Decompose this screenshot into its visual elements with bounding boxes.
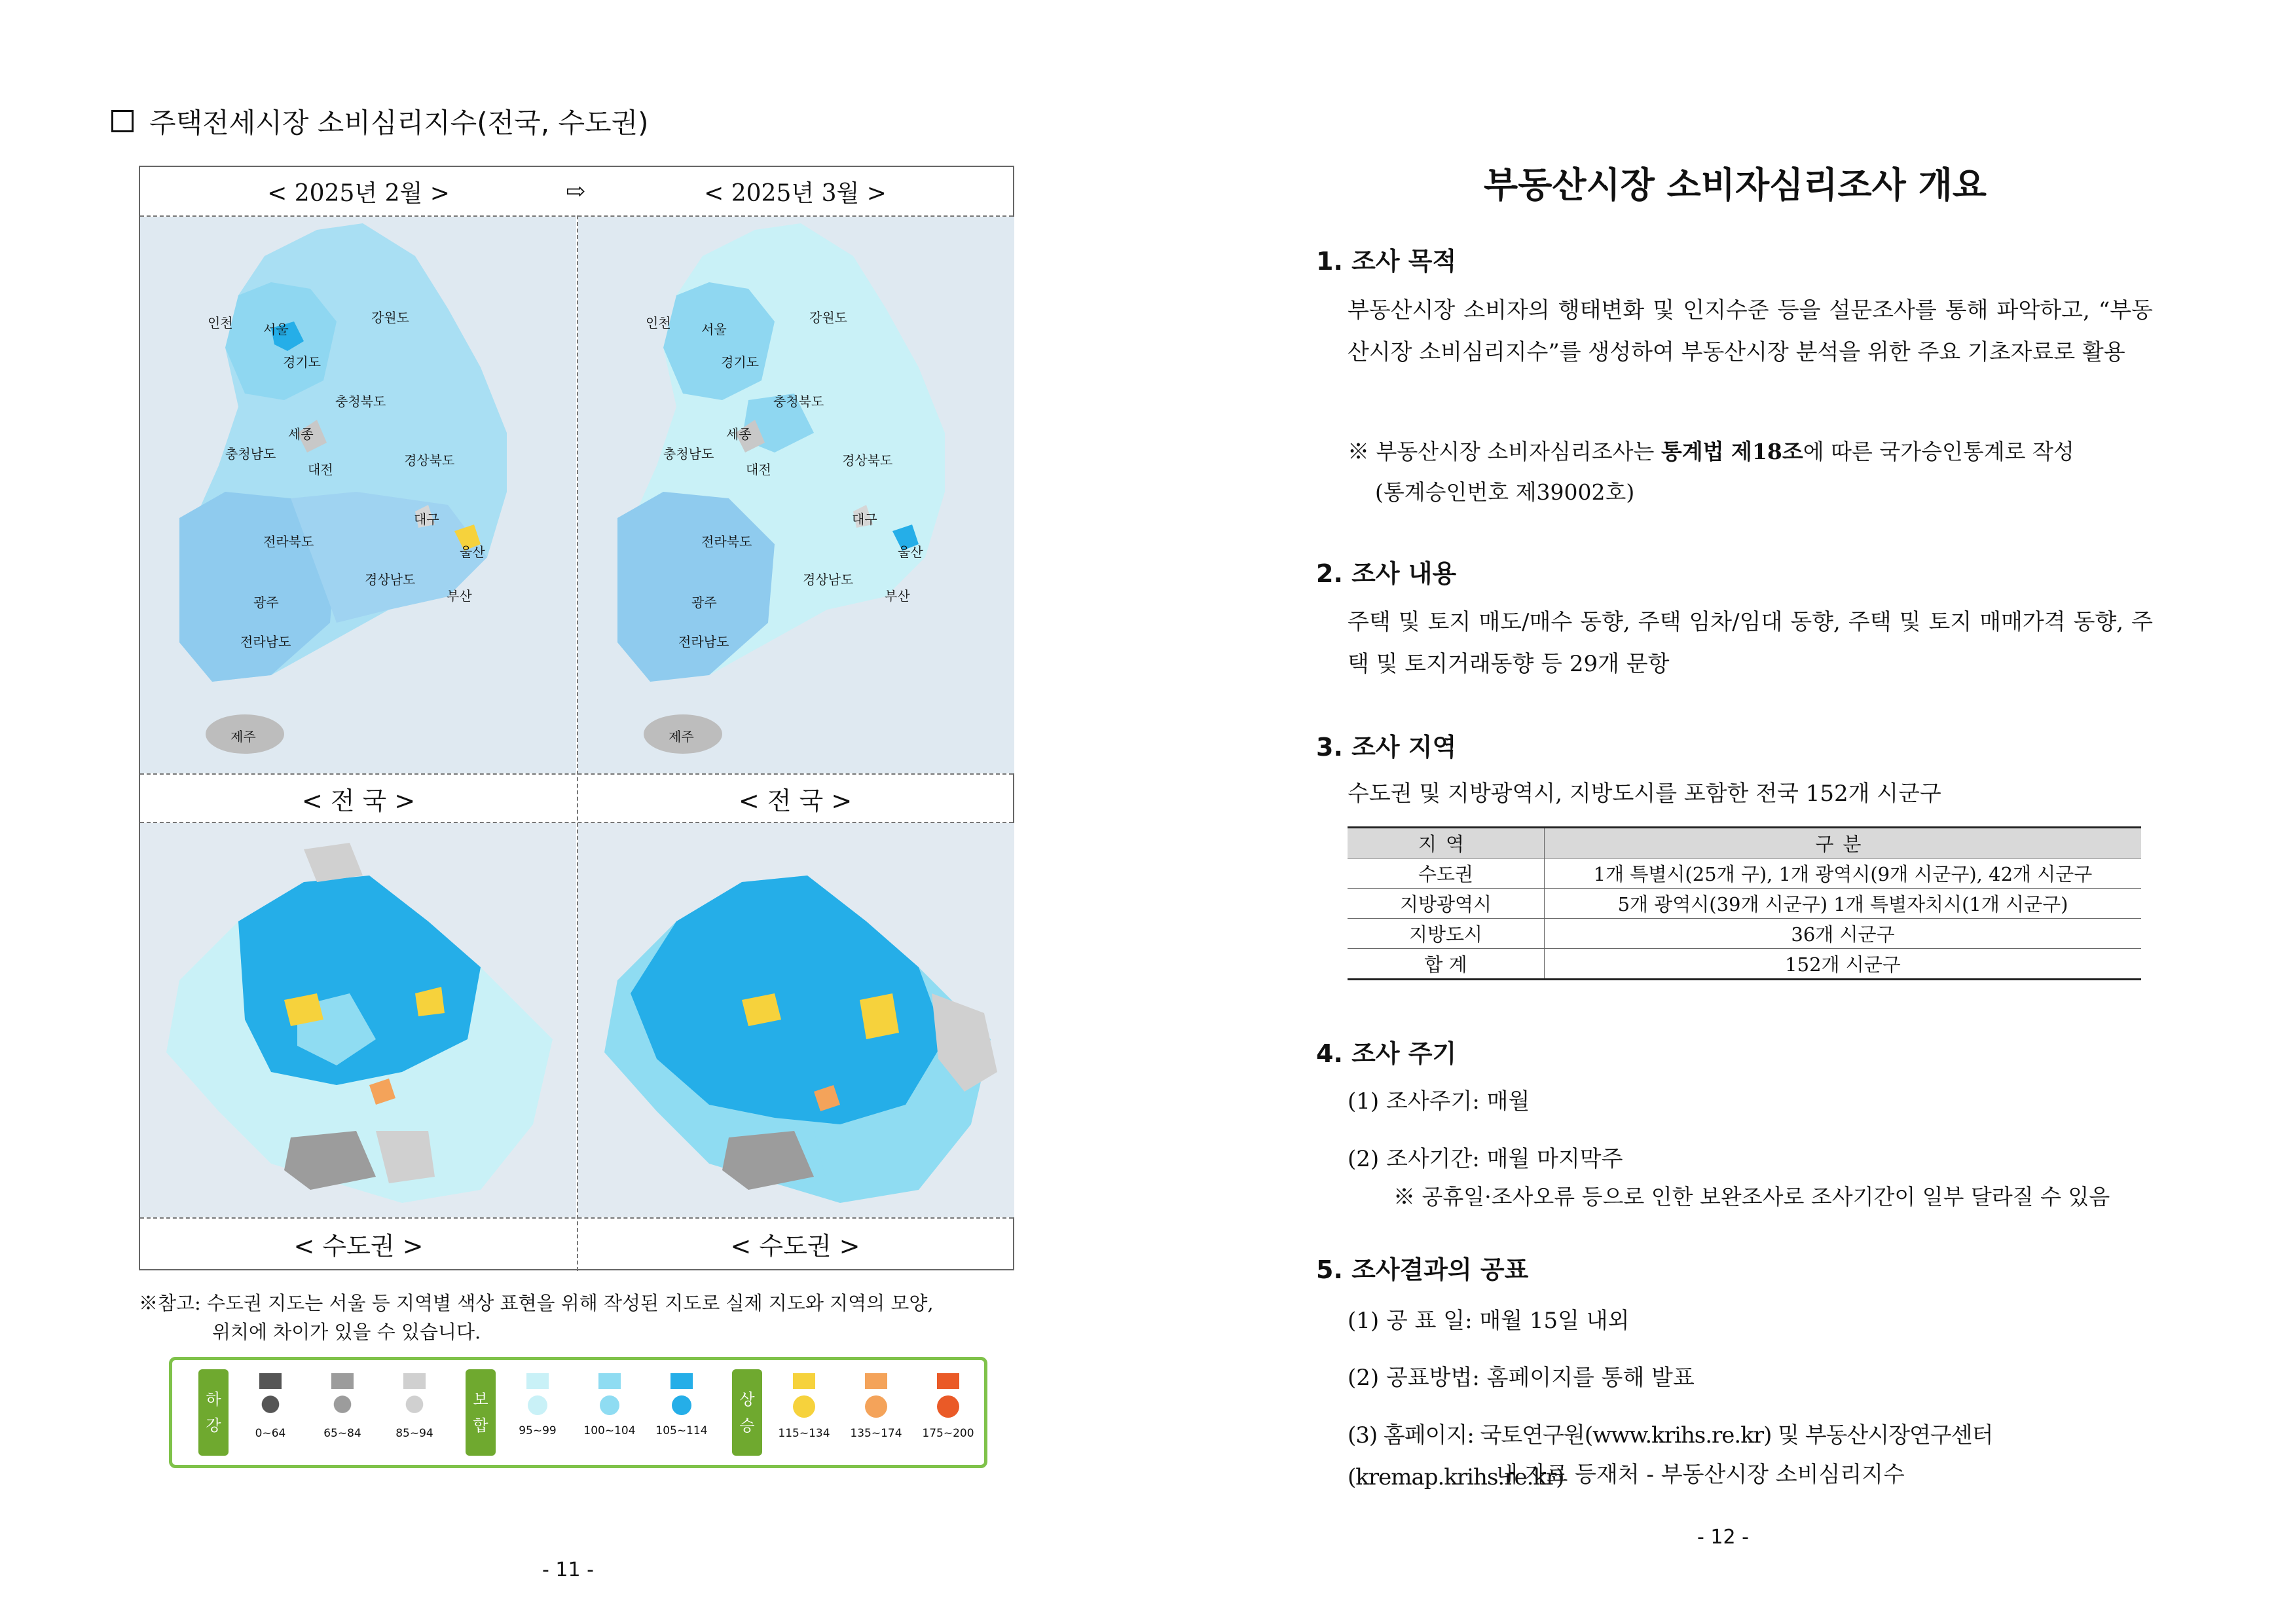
header-mar: < 2025년 3월 > xyxy=(704,179,887,207)
legend-item xyxy=(316,1373,369,1440)
legend-swatch xyxy=(403,1373,426,1389)
map-label: 경상남도 xyxy=(365,572,416,587)
map-label: 부산 xyxy=(447,588,472,604)
sun-icon xyxy=(793,1395,815,1418)
color-legend xyxy=(169,1357,987,1468)
legend-range: 175~200 xyxy=(922,1427,974,1440)
legend-swatch xyxy=(259,1373,282,1389)
legend-item xyxy=(388,1373,441,1440)
map-label: 대구 xyxy=(852,511,877,527)
table-header: 지역 xyxy=(1348,828,1545,858)
legend-swatch xyxy=(598,1373,621,1389)
page-title-left xyxy=(111,101,649,141)
legend-swatch xyxy=(331,1373,354,1389)
legend-range: 65~84 xyxy=(323,1427,361,1440)
content-text: 주택 및 토지 매도/매수 동향, 주택 임차/임대 동향, 주택 및 토지 매매가격 동향, 주택 및 토지거래동향 등 29개 문항 xyxy=(1348,609,2153,677)
map-label: 울산 xyxy=(460,544,485,560)
map-label: 서울 xyxy=(263,322,289,337)
map-label: 서울 xyxy=(701,322,727,337)
national-map-labels-mar xyxy=(577,215,1013,772)
publish-item3: (3) 홈페이지: 국토연구원(www.krihs.re.kr) 및 부동산시장연구센터(kremap.krihs.re.kr) xyxy=(1348,1422,1993,1490)
map-label: 경상북도 xyxy=(404,452,455,468)
purpose-note-line2: (통계승인번호 제39002호) xyxy=(1375,479,1635,505)
map-label: 경기도 xyxy=(721,354,759,370)
caption-national-feb: < 전 국 > xyxy=(301,786,416,815)
map-label: 세종 xyxy=(288,426,314,442)
cycle-item2: (2) 조사기간: 매월 마지막주 xyxy=(1348,1146,1623,1172)
purpose-text: 부동산시장 소비자의 행태변화 및 인지수준 등을 설문조사를 통해 파악하고, “부동산시장 소비심리지수”를 생성하여 부동산시장 분석을 위한 주요 기초자료로 활용 xyxy=(1348,297,2153,365)
map-label: 제주 xyxy=(230,729,256,745)
table-row: 수도권 1개 특별시(25개 구), 1개 광역시(9개 시군구), 42개 시군구 xyxy=(1348,858,2141,889)
map-label: 전라남도 xyxy=(240,634,291,650)
map-label: 전라북도 xyxy=(263,534,314,549)
legend-swatch xyxy=(793,1373,815,1389)
legend-range: 105~114 xyxy=(655,1424,708,1437)
capital-map-mar xyxy=(578,823,1014,1217)
legend-range: 100~104 xyxy=(583,1424,636,1437)
caption-capital-feb: < 수도권 > xyxy=(293,1231,424,1261)
legend-swatch xyxy=(937,1373,959,1389)
caption-national-mar: < 전 국 > xyxy=(738,786,853,815)
legend-item xyxy=(922,1373,974,1440)
section-heading: 1. 조사 목적 xyxy=(1316,247,1457,276)
page-number-right: - 12 - xyxy=(1697,1526,1749,1549)
legend-item xyxy=(778,1373,830,1440)
map-label: 광주 xyxy=(691,595,717,610)
note-line1: ※참고: 수도권 지도는 서울 등 지역별 색상 표현을 위해 작성된 지도로 실제 지도와 지역의 모양, xyxy=(139,1292,934,1314)
cloud-icon xyxy=(401,1395,428,1418)
map-label: 세종 xyxy=(726,426,752,442)
legend-range: 135~174 xyxy=(850,1427,902,1440)
legend-range: 85~94 xyxy=(395,1427,433,1440)
map-label: 경기도 xyxy=(283,354,321,370)
legend-range: 0~64 xyxy=(255,1427,286,1440)
note-line2: 위치에 차이가 있을 수 있습니다. xyxy=(212,1321,481,1343)
map-label: 충청북도 xyxy=(335,394,386,409)
page-title-right: 부동산시장 소비자심리조사 개요 xyxy=(1484,164,1987,206)
map-label: 강원도 xyxy=(809,310,847,325)
table-header: 구분 xyxy=(1545,828,2142,858)
legend-swatch xyxy=(865,1373,887,1389)
cycle-note: ※ 공휴일·조사오류 등으로 인한 보완조사로 조사기간이 일부 달라질 수 있음 xyxy=(1393,1184,2110,1209)
legend-range: 115~134 xyxy=(778,1427,830,1440)
map-label: 경상북도 xyxy=(842,452,893,468)
table-row: 지방광역시 5개 광역시(39개 시군구) 1개 특별자치시(1개 시군구) xyxy=(1348,889,2141,919)
cloud-sun-icon xyxy=(528,1395,547,1415)
legend-item xyxy=(511,1373,564,1437)
map-label: 강원도 xyxy=(371,310,409,325)
caption-capital-mar: < 수도권 > xyxy=(730,1231,860,1261)
legend-item xyxy=(655,1373,708,1437)
publish-item2: (2) 공표방법: 홈페이지를 통해 발표 xyxy=(1348,1365,1695,1391)
legend-item xyxy=(583,1373,636,1437)
map-label: 인천 xyxy=(208,315,233,331)
map-label: 경상남도 xyxy=(803,572,854,587)
publish-item1: (1) 공 표 일: 매월 15일 내외 xyxy=(1348,1308,1630,1334)
map-label: 광주 xyxy=(253,595,279,610)
region-table xyxy=(1348,826,2141,980)
legend-swatch xyxy=(526,1373,549,1389)
map-label: 충청북도 xyxy=(773,394,824,409)
map-label: 대전 xyxy=(308,462,333,477)
map-label: 충청남도 xyxy=(225,446,276,462)
map-label: 대전 xyxy=(746,462,771,477)
arrow-right-icon: ⇨ xyxy=(565,177,586,205)
section-heading: 5. 조사결과의 공표 xyxy=(1316,1255,1529,1284)
checkbox-square-icon xyxy=(111,110,134,132)
left-title-text: 주택전세시장 소비심리지수(전국, 수도권) xyxy=(149,107,649,139)
table-row: 합 계 152개 시군구 xyxy=(1348,949,2141,980)
cycle-item1: (1) 조사주기: 매월 xyxy=(1348,1088,1530,1115)
map-label: 인천 xyxy=(646,315,671,331)
section-heading: 4. 조사 주기 xyxy=(1316,1039,1457,1068)
cloud-sun-icon xyxy=(600,1395,619,1415)
section-heading: 2. 조사 내용 xyxy=(1316,559,1457,588)
map-label: 전라남도 xyxy=(678,634,729,650)
header-feb: < 2025년 2월 > xyxy=(267,179,450,207)
cloud-icon xyxy=(329,1395,356,1418)
map-note xyxy=(139,1289,1029,1346)
purpose-note: ※ 부동산시장 소비자심리조사는 통계법 제18조에 따른 국가승인통계로 작성 xyxy=(1348,439,2074,464)
publish-item3-line2: 내 자료 등재처 - 부동산시장 소비심리지수 xyxy=(1496,1462,1905,1488)
section-heading: 3. 조사 지역 xyxy=(1316,733,1457,762)
cloud-sun-icon xyxy=(672,1395,691,1415)
map-label: 부산 xyxy=(885,588,910,604)
legend-item xyxy=(850,1373,902,1440)
map-label: 대구 xyxy=(414,511,439,527)
legend-swatch xyxy=(670,1373,693,1389)
legend-range: 95~99 xyxy=(519,1424,557,1437)
sun-icon xyxy=(937,1395,959,1418)
map-label: 충청남도 xyxy=(663,446,714,462)
region-text: 수도권 및 지방광역시, 지방도시를 포함한 전국 152개 시군구 xyxy=(1348,781,1941,807)
map-label: 전라북도 xyxy=(701,534,752,549)
capital-map-feb xyxy=(140,823,576,1217)
map-label: 울산 xyxy=(898,544,923,560)
cloud-icon xyxy=(257,1395,284,1418)
legend-group-rise: 상 승 xyxy=(732,1369,762,1456)
legend-group-flat: 보 합 xyxy=(466,1369,496,1456)
sun-icon xyxy=(865,1395,887,1418)
legend-item xyxy=(244,1373,297,1440)
legend-group-fall: 하 강 xyxy=(198,1369,229,1456)
table-row: 지방도시 36개 시군구 xyxy=(1348,919,2141,949)
page-number-left: - 11 - xyxy=(542,1559,594,1581)
map-label: 제주 xyxy=(669,729,694,745)
